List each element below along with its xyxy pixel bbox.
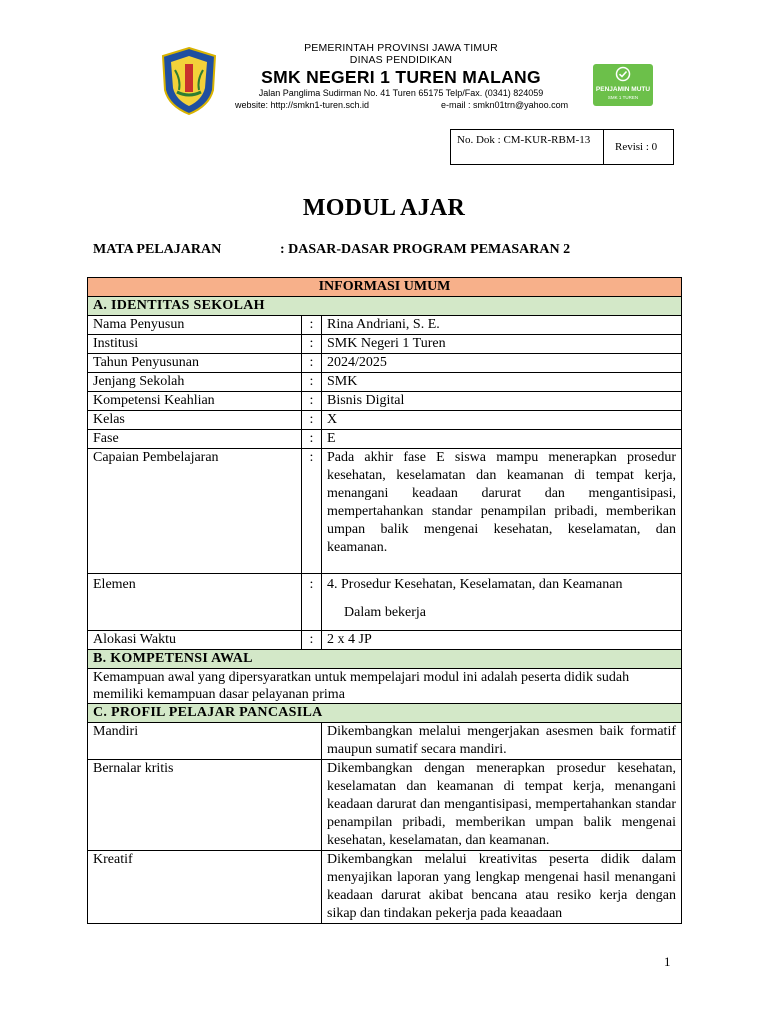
- element-line-2: Dalam bekerja: [344, 605, 427, 620]
- profile-value: Dikembangkan melalui mengerjakan asesmen baik formatif maupun sumatif secara mandiri.: [322, 723, 682, 760]
- table-row: [88, 760, 682, 851]
- row-colon: :: [302, 430, 322, 449]
- section-header-row: [88, 297, 682, 316]
- section-a-header: A. IDENTITAS SEKOLAH: [88, 297, 682, 316]
- profile-label: Bernalar kritis: [88, 760, 322, 851]
- general-info-table: [87, 277, 682, 924]
- table-row: [88, 574, 682, 631]
- row-value: 2 x 4 JP: [322, 631, 682, 650]
- table-row: [88, 392, 682, 411]
- element-line-1: 4. Prosedur Kesehatan, Keselamatan, dan Keamanan: [327, 577, 623, 592]
- row-colon: :: [302, 354, 322, 373]
- letterhead-email: e-mail : smkn01trn@yahoo.com: [441, 100, 569, 110]
- letterhead-address: Jalan Panglima Sudirman No. 41 Turen 65175 Telp/Fax. (0341) 824059: [258, 88, 544, 98]
- row-colon: :: [302, 411, 322, 430]
- table-row: [88, 430, 682, 449]
- check-badge-icon: [615, 66, 631, 82]
- document-number-box: [450, 129, 674, 165]
- row-colon: :: [302, 316, 322, 335]
- row-label: Tahun Penyusunan: [88, 354, 302, 373]
- table-row: [88, 851, 682, 924]
- table-row: [88, 411, 682, 430]
- letterhead: [157, 42, 655, 120]
- row-colon: :: [302, 335, 322, 354]
- row-label: Fase: [88, 430, 302, 449]
- row-value: E: [322, 430, 682, 449]
- section-header-row: [88, 704, 682, 723]
- row-label: Capaian Pembelajaran: [88, 449, 302, 574]
- row-colon: :: [302, 449, 322, 574]
- letterhead-department: DINAS PENDIDIKAN: [349, 54, 453, 66]
- document-number: No. Dok : CM-KUR-RBM-13: [451, 130, 604, 164]
- row-colon: :: [302, 373, 322, 392]
- row-colon: :: [302, 631, 322, 650]
- profile-value: Dikembangkan dengan menerapkan prosedur kesehatan, keselamatan dan keamanan di tempat kerja, menangani keadaan darurat dan mengantisipasi, mempertahankan standar penampilan pribadi, memberikan umpan balik mengenai kesehatan, keselamatan, dan keamanan.: [322, 760, 682, 851]
- section-header-row: [88, 650, 682, 669]
- row-value: Bisnis Digital: [322, 392, 682, 411]
- subject-label: MATA PELAJARAN: [93, 242, 222, 257]
- row-label: Kompetensi Keahlian: [88, 392, 302, 411]
- row-colon: :: [302, 574, 322, 631]
- general-info-header: INFORMASI UMUM: [88, 278, 682, 297]
- row-value: SMK: [322, 373, 682, 392]
- table-row: [88, 669, 682, 704]
- table-row: [88, 316, 682, 335]
- section-c-header: C. PROFIL PELAJAR PANCASILA: [88, 704, 682, 723]
- initial-competence-text: Kemampuan awal yang dipersyaratkan untuk mempelajari modul ini adalah peserta didik sudah memiliki kemampuan dasar pelayanan prima: [88, 669, 682, 704]
- row-label: Jenjang Sekolah: [88, 373, 302, 392]
- row-value: SMK Negeri 1 Turen: [322, 335, 682, 354]
- element-cell: [322, 574, 682, 631]
- letterhead-government: PEMERINTAH PROVINSI JAWA TIMUR: [304, 42, 498, 54]
- profile-label: Mandiri: [88, 723, 322, 760]
- table-row: [88, 373, 682, 392]
- row-colon: :: [302, 392, 322, 411]
- letterhead-website: website: http://smkn1-turen.sch.id: [235, 100, 370, 110]
- row-label: Nama Penyusun: [88, 316, 302, 335]
- row-label: Kelas: [88, 411, 302, 430]
- table-row: [88, 631, 682, 650]
- badge-subtitle: SMK 1 TUREN: [607, 95, 639, 100]
- subject-value: : DASAR-DASAR PROGRAM PEMASARAN 2: [280, 242, 571, 257]
- table-row: [88, 354, 682, 373]
- row-value: 2024/2025: [322, 354, 682, 373]
- row-value: X: [322, 411, 682, 430]
- row-value: Rina Andriani, S. E.: [322, 316, 682, 335]
- table-row: [88, 723, 682, 760]
- row-label: Institusi: [88, 335, 302, 354]
- letterhead-school-name: SMK NEGERI 1 TUREN MALANG: [261, 67, 541, 87]
- page-title: MODUL AJAR: [302, 195, 466, 221]
- table-header-row: [88, 278, 682, 297]
- table-row: [88, 335, 682, 354]
- profile-label: Kreatif: [88, 851, 322, 924]
- page-number: 1: [664, 954, 671, 969]
- table-row: [88, 449, 682, 574]
- row-label: Elemen: [88, 574, 302, 631]
- badge-title: PENJAMIN MUTU: [595, 86, 651, 93]
- row-label: Alokasi Waktu: [88, 631, 302, 650]
- section-b-header: B. KOMPETENSI AWAL: [88, 650, 682, 669]
- quality-assurance-badge: [593, 64, 653, 106]
- province-crest-icon: [159, 46, 219, 116]
- document-revision: Revisi : 0: [615, 141, 658, 153]
- profile-value: Dikembangkan melalui kreativitas peserta didik dalam menyajikan laporan yang lengkap mengenai hasil menangani keadaan darurat akibat bencana atau resiko kerja dengan sikap dan tindakan pekerja pada keaadaan: [322, 851, 682, 924]
- learning-outcome-text: Pada akhir fase E siswa mampu menerapkan prosedur kesehatan, keselamatan dan keamanan di tempat kerja, menangani keadaan darurat dan mengantisipasi, mempertahankan standar penampilan pribadi, memberikan umpan balik mengenai kesehatan, keselamatan, dan keamanan.: [322, 449, 682, 574]
